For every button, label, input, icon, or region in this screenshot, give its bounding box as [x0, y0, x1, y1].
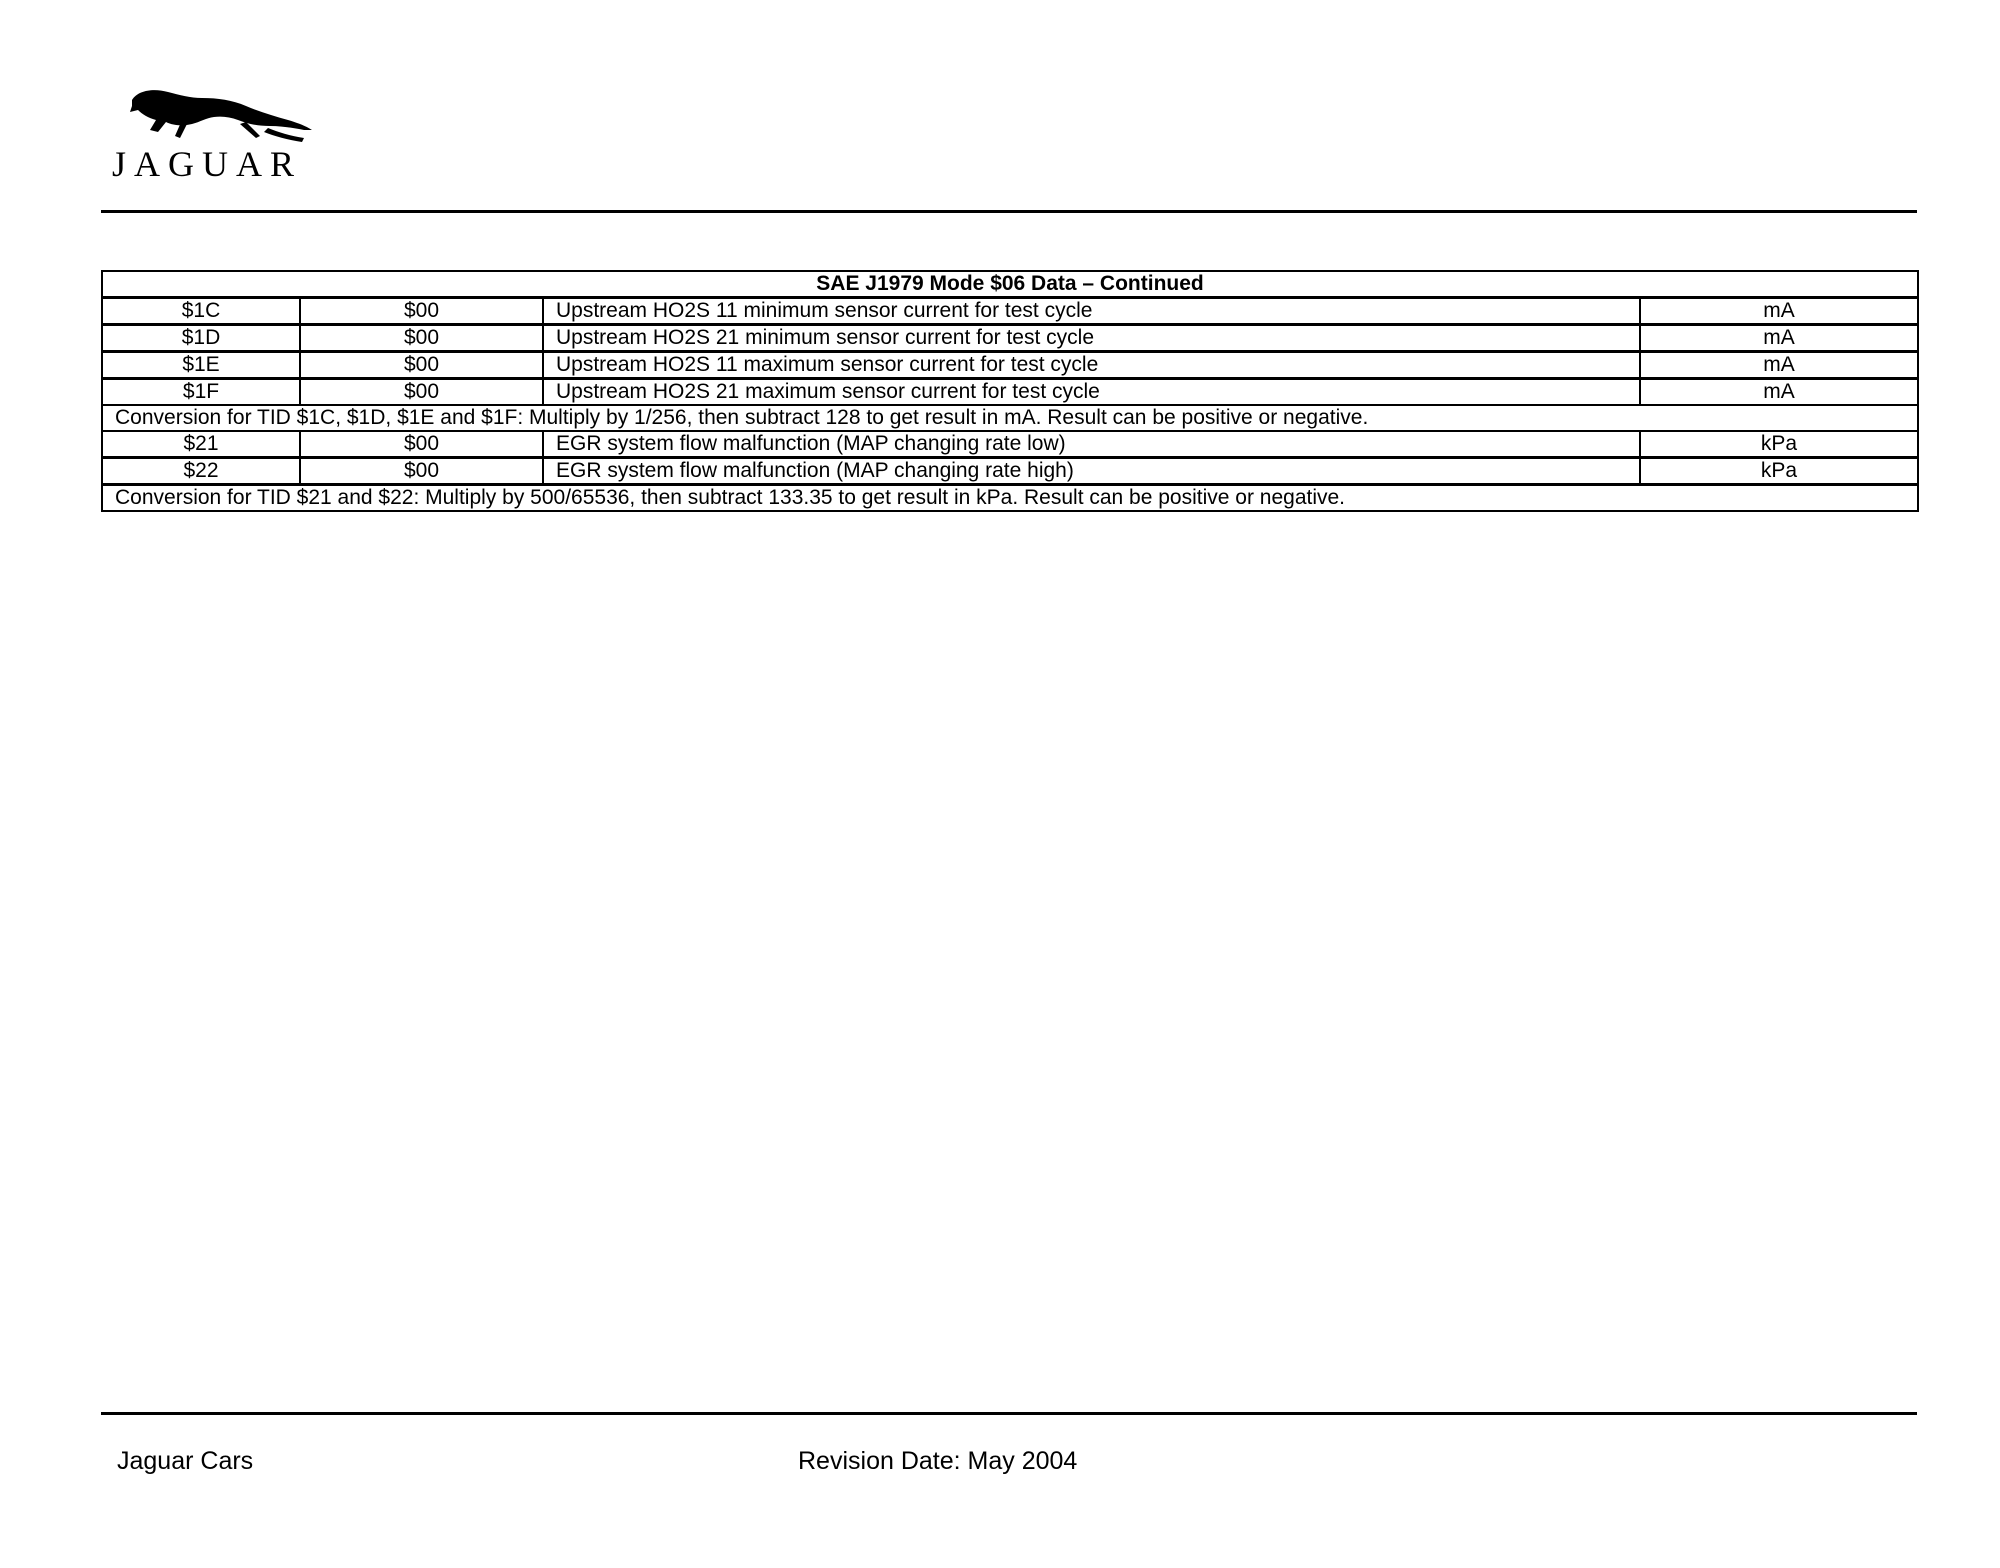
conversion-note-row — [102, 485, 1918, 512]
tid-cell: $22 — [102, 458, 300, 485]
cid-cell: $00 — [300, 352, 543, 379]
table-title: SAE J1979 Mode $06 Data – Continued — [102, 271, 1918, 298]
tid-cell: $1C — [102, 298, 300, 325]
unit-cell: mA — [1640, 352, 1918, 379]
description-cell: Upstream HO2S 11 maximum sensor current for test cycle — [543, 352, 1640, 379]
cid-cell: $00 — [300, 431, 543, 458]
footer-company: Jaguar Cars — [117, 1447, 254, 1475]
cid-cell: $00 — [300, 325, 543, 352]
unit-cell: mA — [1640, 298, 1918, 325]
unit-cell: kPa — [1640, 431, 1918, 458]
conversion-note: Conversion for TID $1C, $1D, $1E and $1F: Multiply by 1/256, then subtract 128 to get result in mA. Result can be positive or negative. — [102, 405, 1918, 431]
unit-cell: mA — [1640, 379, 1918, 406]
description-cell: EGR system flow malfunction (MAP changing rate high) — [543, 458, 1640, 485]
table-row — [102, 379, 1918, 406]
brand-wordmark: JAGUAR — [112, 144, 303, 184]
tid-cell: $1F — [102, 379, 300, 406]
conversion-note: Conversion for TID $21 and $22: Multiply by 500/65536, then subtract 133.35 to get result in kPa. Result can be positive or negative. — [102, 485, 1918, 512]
table-row — [102, 352, 1918, 379]
table-row — [102, 325, 1918, 352]
description-cell: Upstream HO2S 21 maximum sensor current for test cycle — [543, 379, 1640, 406]
cid-cell: $00 — [300, 458, 543, 485]
table-row — [102, 431, 1918, 458]
table-row — [102, 458, 1918, 485]
conversion-note-row — [102, 405, 1918, 431]
table-title-row — [102, 271, 1918, 298]
unit-cell: mA — [1640, 325, 1918, 352]
jaguar-logo — [112, 86, 312, 192]
header-divider — [101, 210, 1917, 213]
cid-cell: $00 — [300, 298, 543, 325]
tid-cell: $1D — [102, 325, 300, 352]
description-cell: Upstream HO2S 11 minimum sensor current for test cycle — [543, 298, 1640, 325]
unit-cell: kPa — [1640, 458, 1918, 485]
description-cell: EGR system flow malfunction (MAP changing rate low) — [543, 431, 1640, 458]
leaping-cat-icon — [128, 86, 314, 150]
cid-cell: $00 — [300, 379, 543, 406]
tid-cell: $1E — [102, 352, 300, 379]
tid-cell: $21 — [102, 431, 300, 458]
footer-divider — [101, 1412, 1917, 1415]
mode06-data-table — [101, 270, 1919, 512]
description-cell: Upstream HO2S 21 minimum sensor current for test cycle — [543, 325, 1640, 352]
table-row — [102, 298, 1918, 325]
footer-revision-date: Revision Date: May 2004 — [798, 1447, 1078, 1475]
